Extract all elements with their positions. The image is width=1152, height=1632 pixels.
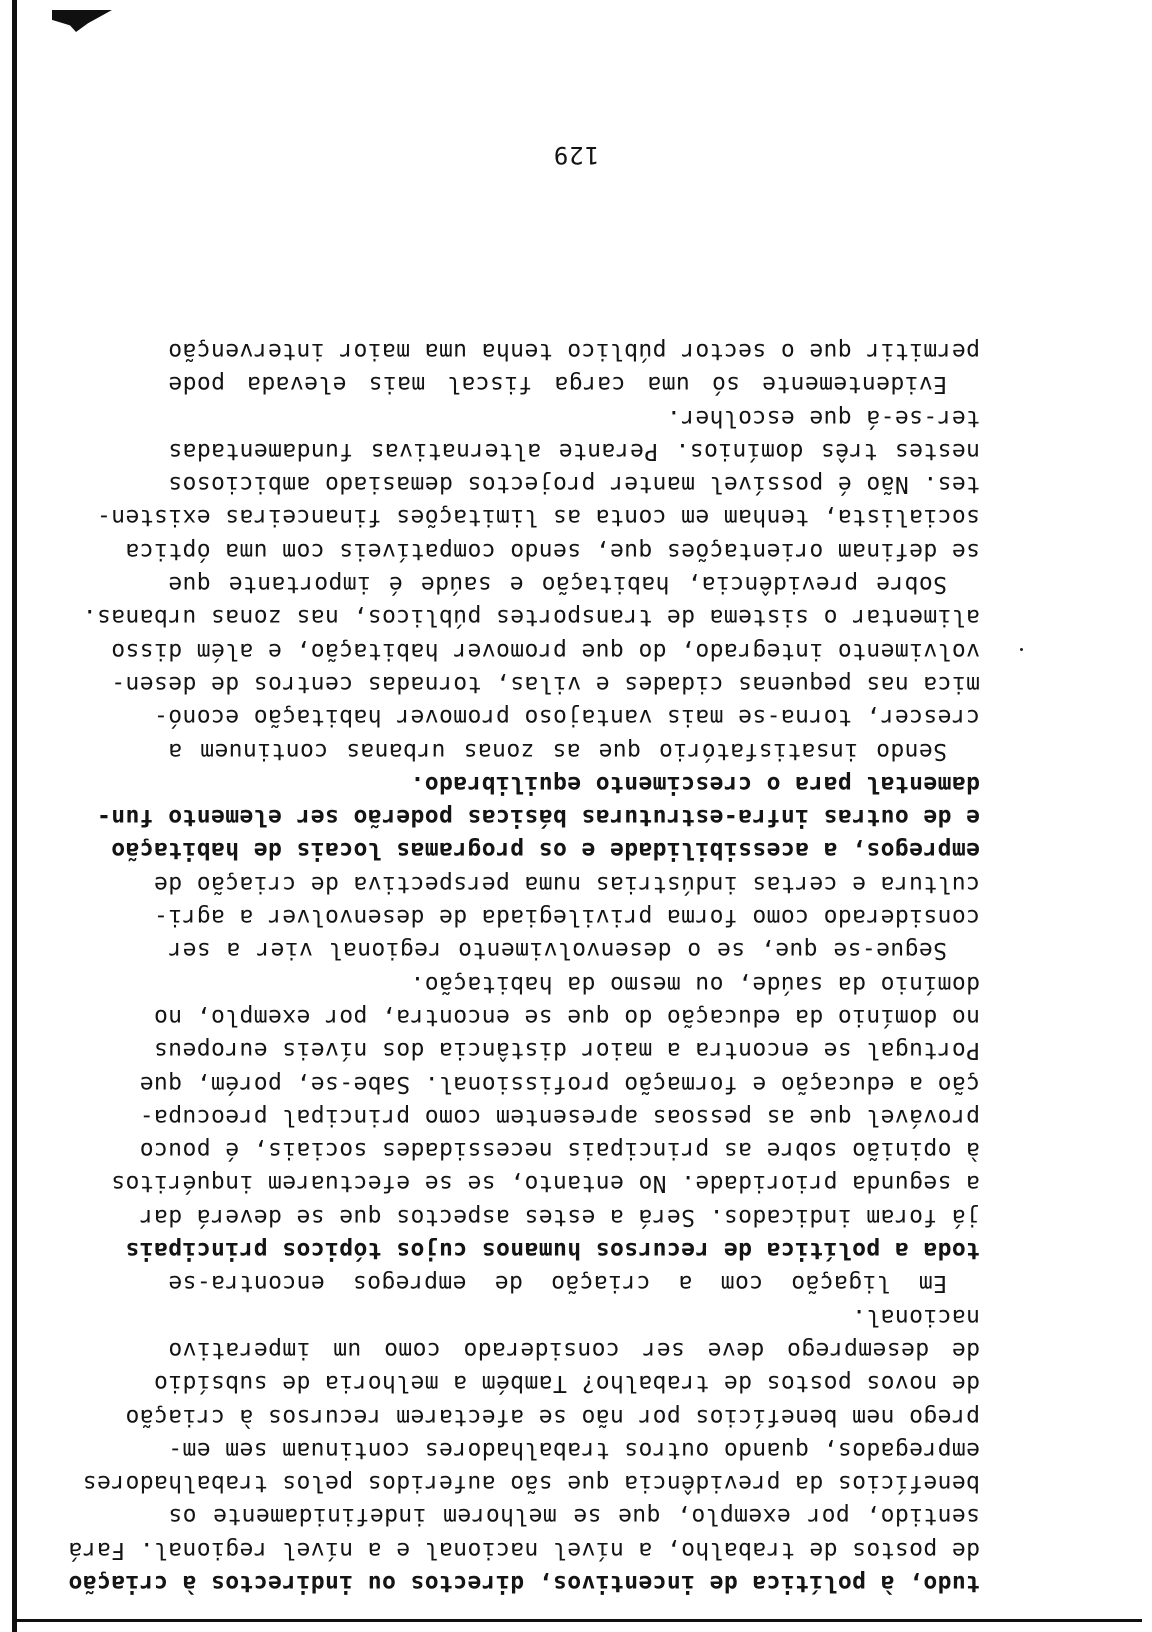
text-line: Evidentemente só uma carga fiscal mais elevada pode — [168, 371, 947, 398]
text-line: nacional. — [851, 1303, 980, 1330]
text-line: de postos de trabalho, a nível nacional e a nível regional. Fará — [68, 1536, 980, 1563]
text-line: crescer, torna-se mais vantajoso promover habitação econó- — [153, 704, 980, 731]
text-line: Portugal se encontra a maior distância dos níveis europeus — [153, 1037, 980, 1064]
text-line: prego nem benefícios por não se afectarem recursos à criação — [125, 1403, 980, 1430]
text-line: Sobre previdência, habitação e saúde é importante que — [168, 571, 947, 598]
text-line: benefícios da previdência que são auferidos pelos trabalhadores — [82, 1470, 980, 1497]
text-line: alimentar o sistema de transportes públicos, nas zonas urbanas. — [82, 604, 980, 631]
text-line: se definam orientações que, sendo compatíveis com uma óptica — [125, 537, 980, 564]
text-line: tes. Não é possível manter projectos demasiado ambiciosos — [167, 471, 980, 498]
text-line: socialista, tenham em conta as limitações financeiras existen- — [96, 504, 980, 531]
text-line: a segunda prioridade. No entanto, se se efectuarem inquéritos — [110, 1170, 980, 1197]
text-line: à opinião sobre as principais necessidades sociais, é pouco — [139, 1137, 980, 1164]
text-line: ção a educação e formação profissional. Sabe-se, porém, que — [139, 1070, 980, 1097]
text-line: empregados, quando outros trabalhadores continuam sem em- — [167, 1436, 980, 1463]
text-line: no domínio da educação do que se encontra, por exemplo, no — [153, 1003, 980, 1030]
text-line: tudo, à política de incentivos, directos ou indirectos à criação — [68, 1570, 980, 1596]
text-line: considerado como forma privilegiada de desenvolver a agri- — [153, 904, 980, 931]
text-line: sentido, por exemplo, que se melhorem indefinidamente os — [168, 1503, 980, 1530]
text-line: domínio da saúde, ou mesmo da habitação. — [410, 970, 980, 997]
text-line: Segue-se que, se o desenvolvimento regional vier a ser — [167, 937, 947, 964]
text-line: já foram indicados. Será a estes aspectos que se deverá dar — [139, 1203, 980, 1230]
body-text — [68, 334, 980, 1599]
text-line: provável que as pessoas apresentem como principal preocupa- — [139, 1103, 980, 1130]
text-line: volvimento integrado, do que promover habitação, e além disso — [110, 637, 980, 664]
text-line: mica nas pequenas cidades e vilas, tornadas centros de desen- — [110, 670, 980, 697]
text-line: damental para o crescimento equilibrado. — [410, 770, 980, 797]
text-line: e de outras infra-estruturas básicas poderão ser elemento fun- — [96, 804, 980, 831]
text-line: Em ligação com a criação de empregos encontra-se — [168, 1270, 947, 1297]
text-line: de desemprego deve ser considerado como um imperativo — [167, 1336, 980, 1363]
text-line: toda a política de recursos humanos cujos tópicos principais — [125, 1237, 980, 1264]
text-line: nestes três domínios. Perante alternativas fundamentadas — [168, 437, 980, 464]
text-line: de novos postos de trabalho? Também a melhoria de subsídio — [153, 1370, 980, 1397]
text-line: permitir que o sector público tenha uma maior intervenção — [167, 338, 980, 365]
text-line: ter-se-á que escolher. — [666, 404, 980, 431]
text-line: Sendo insatisfatório que as zonas urbanas continuem a — [168, 737, 947, 764]
text-line: empregos, a acessibilidade e os programas locais de habitação — [110, 837, 980, 864]
page-number: 129 — [552, 141, 600, 169]
text-line: cultura e certas indústrias numa perspectiva de criação de — [153, 870, 980, 897]
